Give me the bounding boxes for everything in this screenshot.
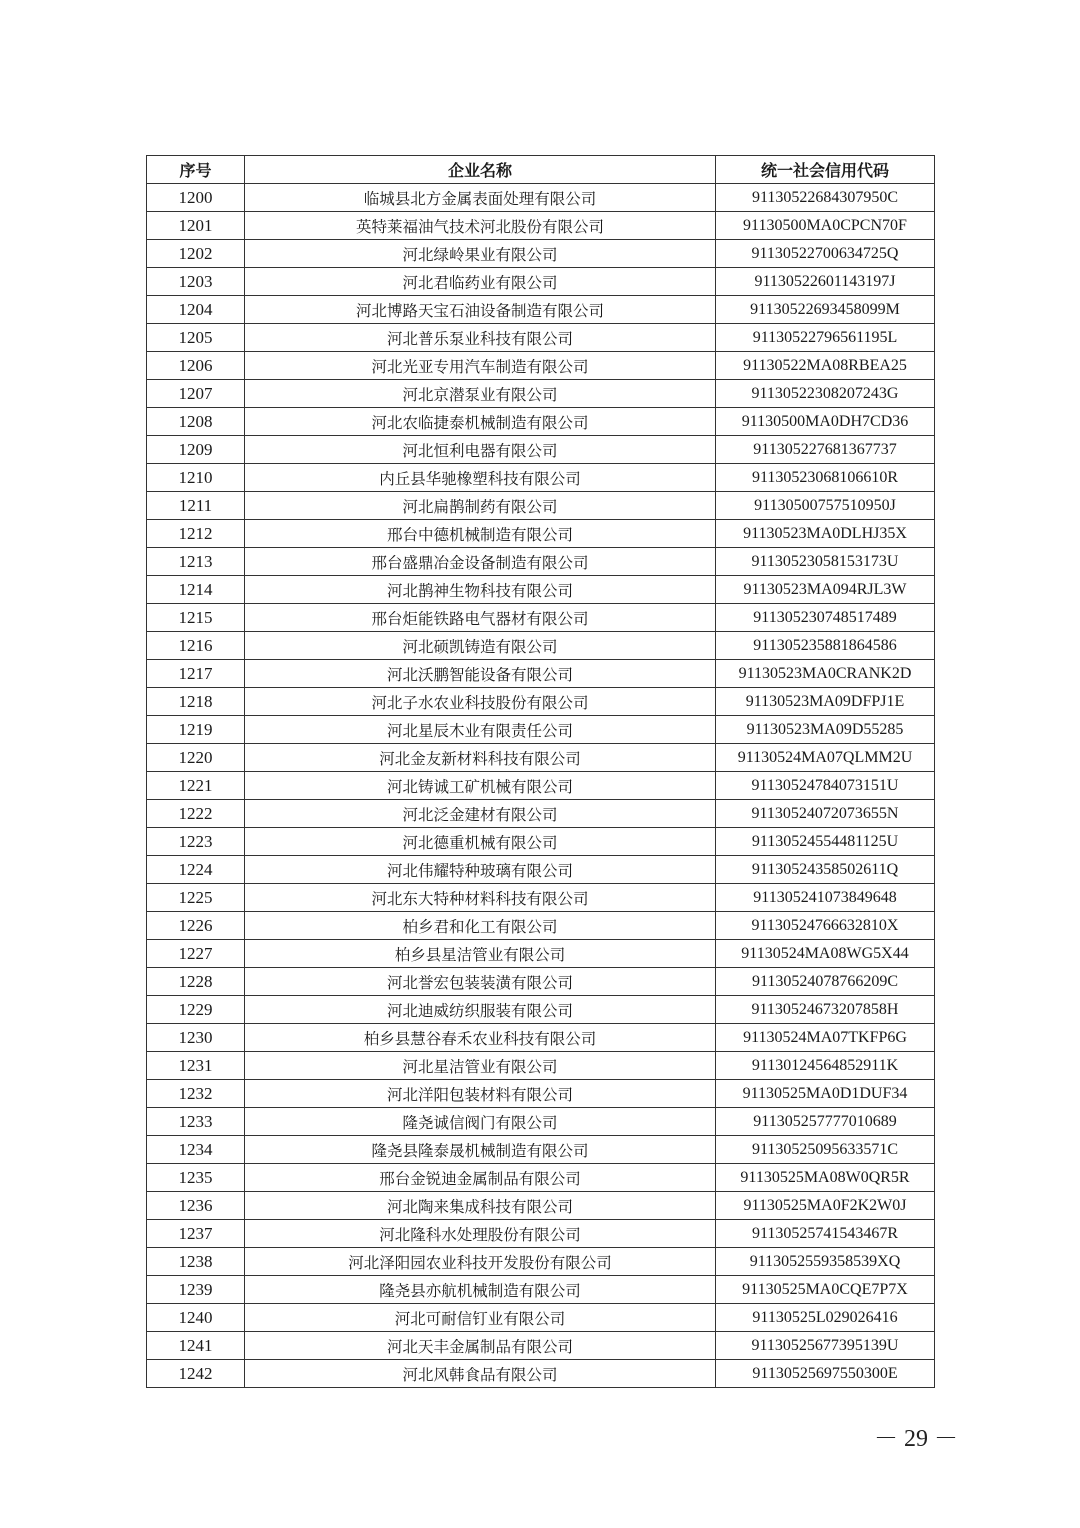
- cell-credit-code: 91130522700634725Q: [716, 240, 935, 268]
- cell-company-name: 河北绿岭果业有限公司: [245, 240, 716, 268]
- table-row: [147, 660, 935, 688]
- table-row: [147, 408, 935, 436]
- cell-serial-number: 1230: [147, 1024, 245, 1052]
- cell-credit-code: 911305235881864586: [716, 632, 935, 660]
- cell-credit-code: 911305227681367737: [716, 436, 935, 464]
- cell-company-name: 邢台金锐迪金属制品有限公司: [245, 1164, 716, 1192]
- cell-serial-number: 1222: [147, 800, 245, 828]
- cell-company-name: 邢台盛鼎冶金设备制造有限公司: [245, 548, 716, 576]
- cell-credit-code: 91130524MA07TKFP6G: [716, 1024, 935, 1052]
- table-row: [147, 996, 935, 1024]
- cell-company-name: 河北陶来集成科技有限公司: [245, 1192, 716, 1220]
- table-row: [147, 212, 935, 240]
- cell-serial-number: 1210: [147, 464, 245, 492]
- cell-company-name: 河北泛金建材有限公司: [245, 800, 716, 828]
- cell-credit-code: 9113052559358539XQ: [716, 1248, 935, 1276]
- cell-credit-code: 91130523MA09DFPJ1E: [716, 688, 935, 716]
- cell-credit-code: 911305241073849648: [716, 884, 935, 912]
- table-row: [147, 1332, 935, 1360]
- table-row: [147, 1080, 935, 1108]
- table-row: [147, 744, 935, 772]
- cell-serial-number: 1211: [147, 492, 245, 520]
- cell-company-name: 河北东大特种材料科技有限公司: [245, 884, 716, 912]
- cell-company-name: 河北普乐泵业科技有限公司: [245, 324, 716, 352]
- cell-company-name: 英特莱福油气技术河北股份有限公司: [245, 212, 716, 240]
- table-row: [147, 436, 935, 464]
- cell-serial-number: 1204: [147, 296, 245, 324]
- cell-company-name: 河北金友新材料科技有限公司: [245, 744, 716, 772]
- cell-company-name: 河北博路天宝石油设备制造有限公司: [245, 296, 716, 324]
- table-row: [147, 884, 935, 912]
- cell-credit-code: 91130522MA08RBEA25: [716, 352, 935, 380]
- cell-company-name: 河北可耐信钉业有限公司: [245, 1304, 716, 1332]
- cell-credit-code: 91130500MA0CPCN70F: [716, 212, 935, 240]
- cell-credit-code: 91130522796561195L: [716, 324, 935, 352]
- cell-serial-number: 1237: [147, 1220, 245, 1248]
- cell-company-name: 河北子水农业科技股份有限公司: [245, 688, 716, 716]
- table-row: [147, 1164, 935, 1192]
- table-row: [147, 828, 935, 856]
- table-row: [147, 688, 935, 716]
- cell-serial-number: 1214: [147, 576, 245, 604]
- cell-company-name: 河北硕凯铸造有限公司: [245, 632, 716, 660]
- cell-credit-code: 91130524078766209C: [716, 968, 935, 996]
- cell-company-name: 河北鹊神生物科技有限公司: [245, 576, 716, 604]
- cell-serial-number: 1215: [147, 604, 245, 632]
- cell-company-name: 河北农临捷泰机械制造有限公司: [245, 408, 716, 436]
- cell-company-name: 河北君临药业有限公司: [245, 268, 716, 296]
- cell-company-name: 河北天丰金属制品有限公司: [245, 1332, 716, 1360]
- cell-company-name: 隆尧县亦航机械制造有限公司: [245, 1276, 716, 1304]
- table-row: [147, 1052, 935, 1080]
- table-row: [147, 184, 935, 212]
- table-row: [147, 856, 935, 884]
- cell-serial-number: 1212: [147, 520, 245, 548]
- cell-company-name: 柏乡县星洁管业有限公司: [245, 940, 716, 968]
- cell-company-name: 邢台炬能铁路电气器材有限公司: [245, 604, 716, 632]
- cell-credit-code: 91130524766632810X: [716, 912, 935, 940]
- table-row: [147, 716, 935, 744]
- cell-company-name: 河北德重机械有限公司: [245, 828, 716, 856]
- cell-serial-number: 1201: [147, 212, 245, 240]
- table-row: [147, 464, 935, 492]
- table-row: [147, 1108, 935, 1136]
- table-row: [147, 800, 935, 828]
- cell-serial-number: 1200: [147, 184, 245, 212]
- cell-company-name: 河北隆科水处理股份有限公司: [245, 1220, 716, 1248]
- cell-credit-code: 91130525MA08W0QR5R: [716, 1164, 935, 1192]
- cell-credit-code: 91130525MA0CQE7P7X: [716, 1276, 935, 1304]
- table-row: [147, 940, 935, 968]
- table-row: [147, 1276, 935, 1304]
- table-body: [147, 184, 935, 1388]
- cell-company-name: 河北扁鹊制药有限公司: [245, 492, 716, 520]
- cell-credit-code: 911305230748517489: [716, 604, 935, 632]
- table-row: [147, 1360, 935, 1388]
- cell-serial-number: 1236: [147, 1192, 245, 1220]
- cell-credit-code: 91130524358502611Q: [716, 856, 935, 884]
- cell-serial-number: 1209: [147, 436, 245, 464]
- table-row: [147, 352, 935, 380]
- header-company-name: 企业名称: [245, 156, 716, 184]
- table-row: [147, 772, 935, 800]
- cell-credit-code: 91130524MA07QLMM2U: [716, 744, 935, 772]
- cell-serial-number: 1233: [147, 1108, 245, 1136]
- cell-credit-code: 91130523MA09D55285: [716, 716, 935, 744]
- cell-credit-code: 91130124564852911K: [716, 1052, 935, 1080]
- cell-serial-number: 1227: [147, 940, 245, 968]
- table-row: [147, 492, 935, 520]
- cell-credit-code: 91130525L029026416: [716, 1304, 935, 1332]
- cell-company-name: 河北星洁管业有限公司: [245, 1052, 716, 1080]
- table-row: [147, 240, 935, 268]
- cell-credit-code: 91130525741543467R: [716, 1220, 935, 1248]
- table-row: [147, 324, 935, 352]
- cell-company-name: 河北光亚专用汽车制造有限公司: [245, 352, 716, 380]
- cell-credit-code: 91130522684307950C: [716, 184, 935, 212]
- cell-company-name: 柏乡君和化工有限公司: [245, 912, 716, 940]
- cell-credit-code: 91130522601143197J: [716, 268, 935, 296]
- cell-serial-number: 1205: [147, 324, 245, 352]
- company-table-container: [146, 155, 934, 1388]
- cell-serial-number: 1242: [147, 1360, 245, 1388]
- cell-serial-number: 1207: [147, 380, 245, 408]
- cell-credit-code: 911305257777010689: [716, 1108, 935, 1136]
- table-row: [147, 968, 935, 996]
- cell-serial-number: 1231: [147, 1052, 245, 1080]
- cell-serial-number: 1226: [147, 912, 245, 940]
- cell-serial-number: 1232: [147, 1080, 245, 1108]
- cell-serial-number: 1223: [147, 828, 245, 856]
- cell-serial-number: 1217: [147, 660, 245, 688]
- cell-credit-code: 91130523058153173U: [716, 548, 935, 576]
- table-header-row: [147, 156, 935, 184]
- table-row: [147, 1220, 935, 1248]
- table-row: [147, 1304, 935, 1332]
- cell-credit-code: 91130525095633571C: [716, 1136, 935, 1164]
- cell-serial-number: 1213: [147, 548, 245, 576]
- cell-company-name: 邢台中德机械制造有限公司: [245, 520, 716, 548]
- cell-company-name: 柏乡县慧谷春禾农业科技有限公司: [245, 1024, 716, 1052]
- table-row: [147, 1192, 935, 1220]
- table-row: [147, 296, 935, 324]
- cell-company-name: 河北迪威纺织服装有限公司: [245, 996, 716, 1024]
- cell-serial-number: 1206: [147, 352, 245, 380]
- cell-serial-number: 1238: [147, 1248, 245, 1276]
- table-row: [147, 912, 935, 940]
- cell-credit-code: 91130500757510950J: [716, 492, 935, 520]
- cell-serial-number: 1216: [147, 632, 245, 660]
- table-row: [147, 1024, 935, 1052]
- cell-company-name: 河北沃鹏智能设备有限公司: [245, 660, 716, 688]
- header-credit-code: 统一社会信用代码: [716, 156, 935, 184]
- cell-credit-code: 91130524673207858H: [716, 996, 935, 1024]
- cell-credit-code: 91130525MA0D1DUF34: [716, 1080, 935, 1108]
- cell-serial-number: 1220: [147, 744, 245, 772]
- table-row: [147, 604, 935, 632]
- cell-credit-code: 91130500MA0DH7CD36: [716, 408, 935, 436]
- cell-company-name: 河北铸诚工矿机械有限公司: [245, 772, 716, 800]
- cell-company-name: 河北洋阳包装材料有限公司: [245, 1080, 716, 1108]
- cell-company-name: 河北风韩食品有限公司: [245, 1360, 716, 1388]
- cell-credit-code: 91130524784073151U: [716, 772, 935, 800]
- cell-credit-code: 91130523MA094RJL3W: [716, 576, 935, 604]
- table-row: [147, 1136, 935, 1164]
- cell-serial-number: 1234: [147, 1136, 245, 1164]
- cell-credit-code: 91130525697550300E: [716, 1360, 935, 1388]
- cell-serial-number: 1240: [147, 1304, 245, 1332]
- cell-serial-number: 1228: [147, 968, 245, 996]
- table-row: [147, 1248, 935, 1276]
- table-row: [147, 520, 935, 548]
- cell-company-name: 隆尧县隆泰晟机械制造有限公司: [245, 1136, 716, 1164]
- cell-serial-number: 1241: [147, 1332, 245, 1360]
- cell-credit-code: 91130524072073655N: [716, 800, 935, 828]
- table-row: [147, 576, 935, 604]
- table-row: [147, 268, 935, 296]
- cell-credit-code: 91130524554481125U: [716, 828, 935, 856]
- cell-serial-number: 1224: [147, 856, 245, 884]
- cell-serial-number: 1239: [147, 1276, 245, 1304]
- cell-serial-number: 1218: [147, 688, 245, 716]
- cell-company-name: 河北恒利电器有限公司: [245, 436, 716, 464]
- cell-serial-number: 1208: [147, 408, 245, 436]
- company-table: [146, 155, 935, 1388]
- cell-company-name: 河北伟耀特种玻璃有限公司: [245, 856, 716, 884]
- cell-company-name: 临城县北方金属表面处理有限公司: [245, 184, 716, 212]
- cell-credit-code: 91130523068106610R: [716, 464, 935, 492]
- cell-serial-number: 1219: [147, 716, 245, 744]
- cell-company-name: 河北星辰木业有限责任公司: [245, 716, 716, 744]
- cell-credit-code: 91130523MA0CRANK2D: [716, 660, 935, 688]
- cell-serial-number: 1203: [147, 268, 245, 296]
- cell-serial-number: 1202: [147, 240, 245, 268]
- cell-company-name: 河北誉宏包装装潢有限公司: [245, 968, 716, 996]
- cell-serial-number: 1225: [147, 884, 245, 912]
- cell-serial-number: 1229: [147, 996, 245, 1024]
- table-row: [147, 632, 935, 660]
- cell-company-name: 内丘县华驰橡塑科技有限公司: [245, 464, 716, 492]
- table-row: [147, 548, 935, 576]
- cell-credit-code: 91130522308207243G: [716, 380, 935, 408]
- cell-credit-code: 91130525MA0F2K2W0J: [716, 1192, 935, 1220]
- cell-serial-number: 1221: [147, 772, 245, 800]
- cell-credit-code: 91130522693458099M: [716, 296, 935, 324]
- cell-credit-code: 91130525677395139U: [716, 1332, 935, 1360]
- cell-company-name: 河北京潜泵业有限公司: [245, 380, 716, 408]
- table-row: [147, 380, 935, 408]
- cell-serial-number: 1235: [147, 1164, 245, 1192]
- cell-company-name: 隆尧诚信阀门有限公司: [245, 1108, 716, 1136]
- page-number: － 29 －: [874, 1426, 958, 1452]
- cell-company-name: 河北泽阳园农业科技开发股份有限公司: [245, 1248, 716, 1276]
- cell-credit-code: 91130523MA0DLHJ35X: [716, 520, 935, 548]
- header-serial-number: 序号: [147, 156, 245, 184]
- cell-credit-code: 91130524MA08WG5X44: [716, 940, 935, 968]
